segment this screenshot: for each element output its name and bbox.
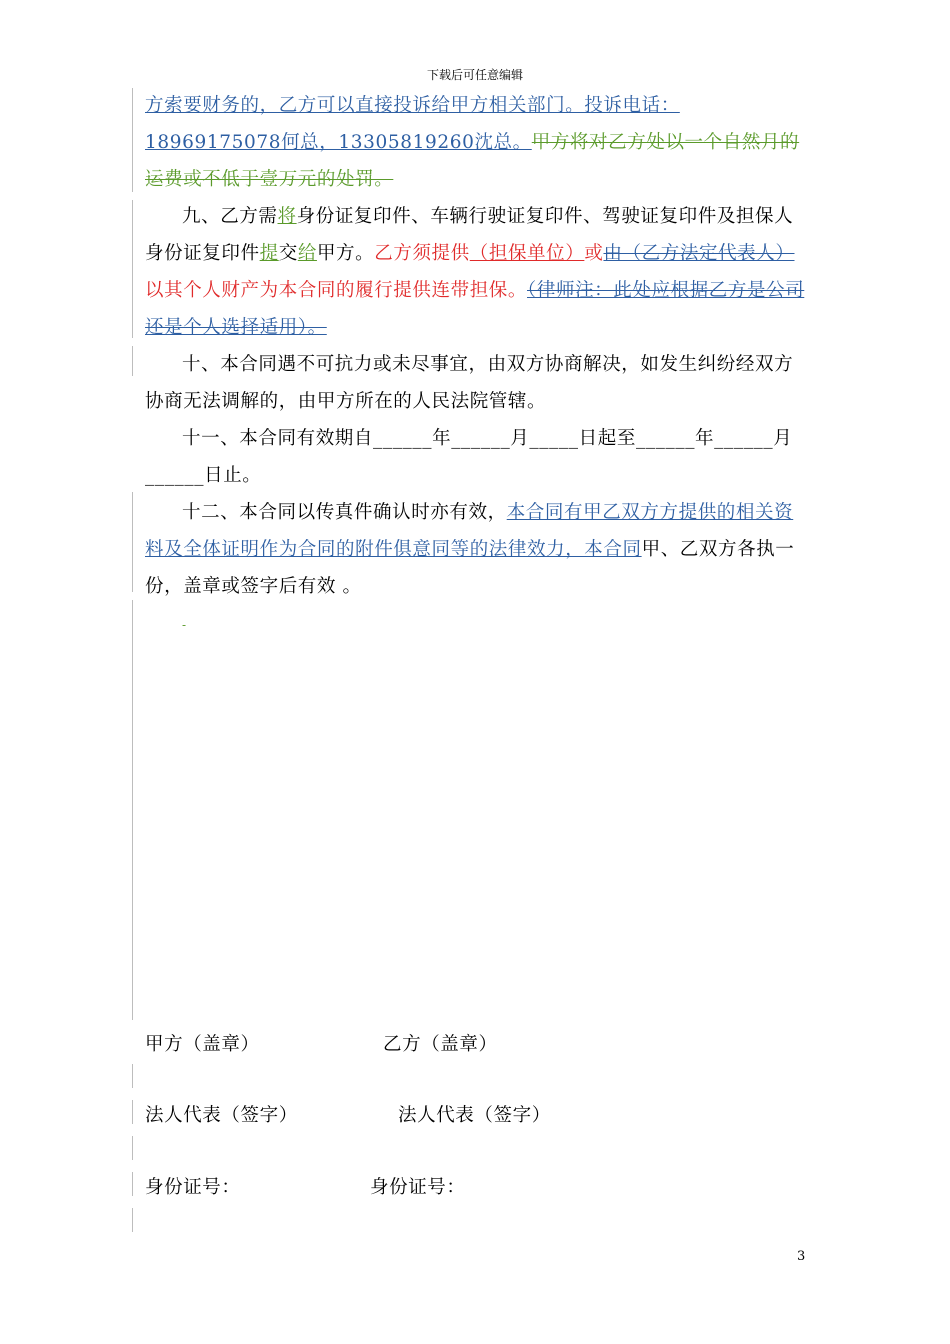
revision-bar xyxy=(132,1172,133,1196)
revision-bar xyxy=(132,1136,133,1160)
party-a-rep-label: 法人代表（签字） xyxy=(145,1105,298,1126)
party-b-id-label: 身份证号： xyxy=(370,1177,466,1198)
revision-bar xyxy=(132,600,133,1020)
clause-9: 九、乙方需将身份证复印件、车辆行驶证复印件、驾驶证复印件及担保人身份证复印件提交给甲方。乙方须提供（担保单位）或由（乙方法定代表人）以其个人财产为本合同的履行提供连带担保。（律师注：此处应根据乙方是公司还是个人选择适用）。 xyxy=(145,206,805,338)
revision-bar xyxy=(132,200,133,338)
stray-revision-mark: - xyxy=(182,618,187,632)
contract-body xyxy=(145,87,810,644)
revision-bar xyxy=(132,88,133,192)
clause-12: 十二、本合同以传真件确认时亦有效，本合同有甲乙双方方提供的相关资料及全体证明作为合同的附件俱意同等的法律效力，本合同甲、乙双方各执一份，盖章或签字后有效 。 xyxy=(145,502,795,597)
complaint-contact-insertion: 方索要财务的，乙方可以直接投诉给甲方相关部门。投诉电话：18969175078何总，13305819260沈总。 xyxy=(145,95,680,153)
party-a-seal-label: 甲方（盖章） xyxy=(145,1034,260,1055)
revision-bar xyxy=(132,346,133,376)
clause-10: 十、本合同遇不可抗力或未尽事宜，由双方协商解决，如发生纠纷经双方协商无法调解的，由甲方所在的人民法院管辖。 xyxy=(145,354,794,412)
party-b-seal-label: 乙方（盖章） xyxy=(383,1034,498,1055)
party-b-rep-label: 法人代表（签字） xyxy=(398,1105,551,1126)
revision-bar xyxy=(132,492,133,592)
clause-11: 十一、本合同有效期自______年______月_____日起至______年______月______日止。 xyxy=(145,428,793,486)
revision-bar xyxy=(132,1208,133,1232)
revision-bar xyxy=(132,1100,133,1124)
revision-bar xyxy=(132,1064,133,1088)
lawyer-note-deletion: （律师注：此处应根据乙方是公司还是个人选择适用）。 xyxy=(145,280,805,338)
empty-paragraph xyxy=(145,605,810,644)
page-number: 3 xyxy=(797,1249,806,1264)
clause-8-continuation xyxy=(145,87,810,198)
legal-rep-deletion: 由（乙方法定代表人） xyxy=(603,243,795,264)
attachment-insertion: 本合同有甲乙双方方提供的相关资料及全体证明作为合同的附件俱意同等的法律效力，本合同 xyxy=(145,502,794,560)
party-a-id-label: 身份证号： xyxy=(145,1177,241,1198)
penalty-deletion: 甲方将对乙方处以一个自然月的运费或不低于壹万元的处罚。 xyxy=(145,132,800,190)
page-header: 下载后可任意编辑 xyxy=(426,68,523,82)
